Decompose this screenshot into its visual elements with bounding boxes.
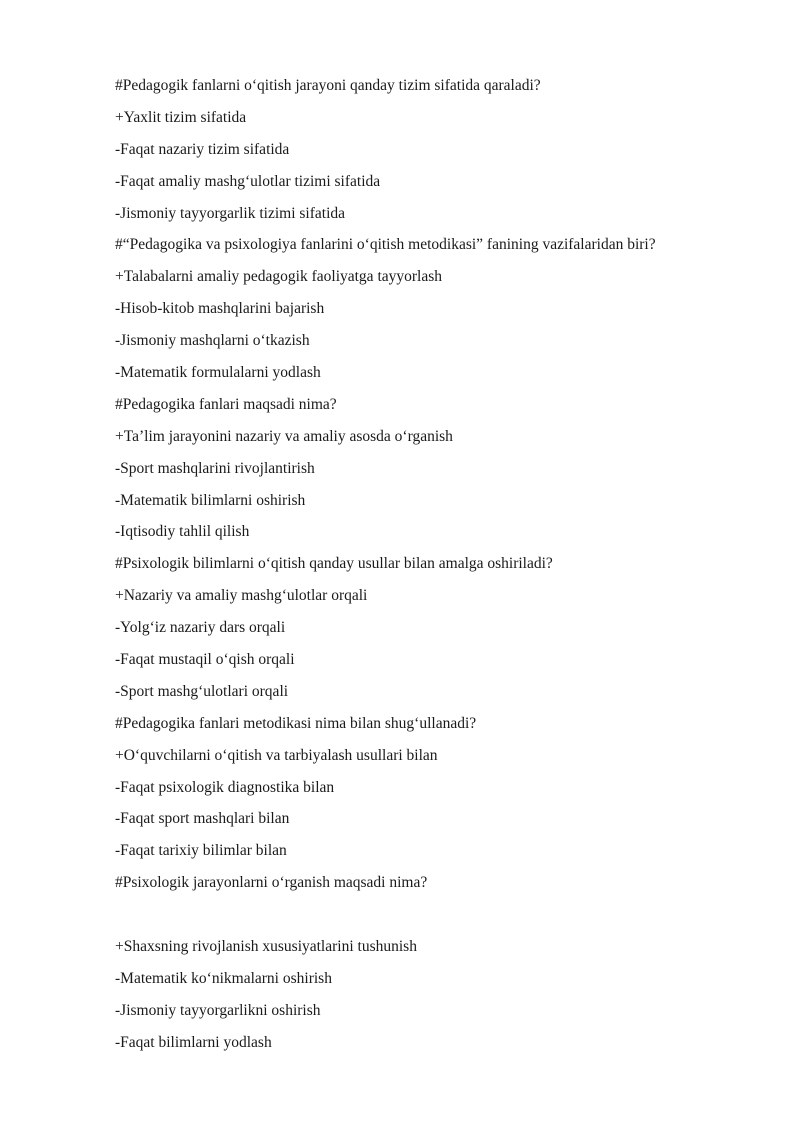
answer-option: -Faqat tarixiy bilimlar bilan	[115, 842, 287, 860]
document-body	[115, 70, 755, 1059]
answer-option: -Faqat bilimlarni yodlash	[115, 1033, 272, 1051]
answer-option: +Nazariy va amaliy mashg‘ulotlar orqali	[115, 587, 368, 605]
answer-option: -Jismoniy tayyorgarlik tizimi sifatida	[115, 204, 346, 222]
answer-option: -Faqat psixologik diagnostika bilan	[115, 778, 335, 796]
answer-option: +O‘quvchilarni o‘qitish va tarbiyalash usullari bilan	[115, 746, 438, 764]
answer-option: -Iqtisodiy tahlil qilish	[115, 523, 250, 541]
question-1: #Pedagogik fanlarni o‘qitish jarayoni qanday tizim sifatida qaraladi?	[115, 77, 541, 94]
answer-option: -Faqat mustaqil o‘qish orqali	[115, 651, 295, 669]
question-2: #“Pedagogika va psixologiya fanlarini o‘qitish metodikasi” fanining vazifalaridan biri?	[115, 236, 656, 254]
answer-option: -Jismoniy tayyorgarlikni oshirish	[115, 1001, 321, 1019]
answer-option: +Talabalarni amaliy pedagogik faoliyatga tayyorlash	[115, 268, 443, 286]
answer-option: -Matematik bilimlarni oshirish	[115, 491, 306, 509]
question-3: #Pedagogika fanlari maqsadi nima?	[115, 395, 337, 413]
answer-option: -Faqat amaliy mashg‘ulotlar tizimi sifatida	[115, 172, 381, 190]
blank-line	[115, 899, 755, 931]
answer-option: -Matematik ko‘nikmalarni oshirish	[115, 969, 332, 987]
question-6: #Psixologik jarayonlarni o‘rganish maqsadi nima?	[115, 874, 428, 892]
answer-option: -Matematik formulalarni yodlash	[115, 364, 321, 382]
answer-option: -Sport mashqlarini rivojlantirish	[115, 459, 315, 477]
answer-option: -Faqat nazariy tizim sifatida	[115, 140, 290, 158]
answer-option: -Yolg‘iz nazariy dars orqali	[115, 619, 286, 637]
answer-option: +Yaxlit tizim sifatida	[115, 108, 247, 126]
answer-option: -Sport mashg‘ulotlari orqali	[115, 682, 289, 700]
question-4: #Psixologik bilimlarni o‘qitish qanday usullar bilan amalga oshiriladi?	[115, 555, 553, 573]
answer-option: +Shaxsning rivojlanish xususiyatlarini tushunish	[115, 938, 417, 956]
answer-option: -Hisob-kitob mashqlarini bajarish	[115, 300, 325, 318]
answer-option: +Ta’lim jarayonini nazariy va amaliy asosda o‘rganish	[115, 427, 453, 445]
question-5: #Pedagogika fanlari metodikasi nima bilan shug‘ullanadi?	[115, 714, 477, 732]
answer-option: -Faqat sport mashqlari bilan	[115, 810, 290, 828]
answer-option: -Jismoniy mashqlarni o‘tkazish	[115, 332, 310, 350]
